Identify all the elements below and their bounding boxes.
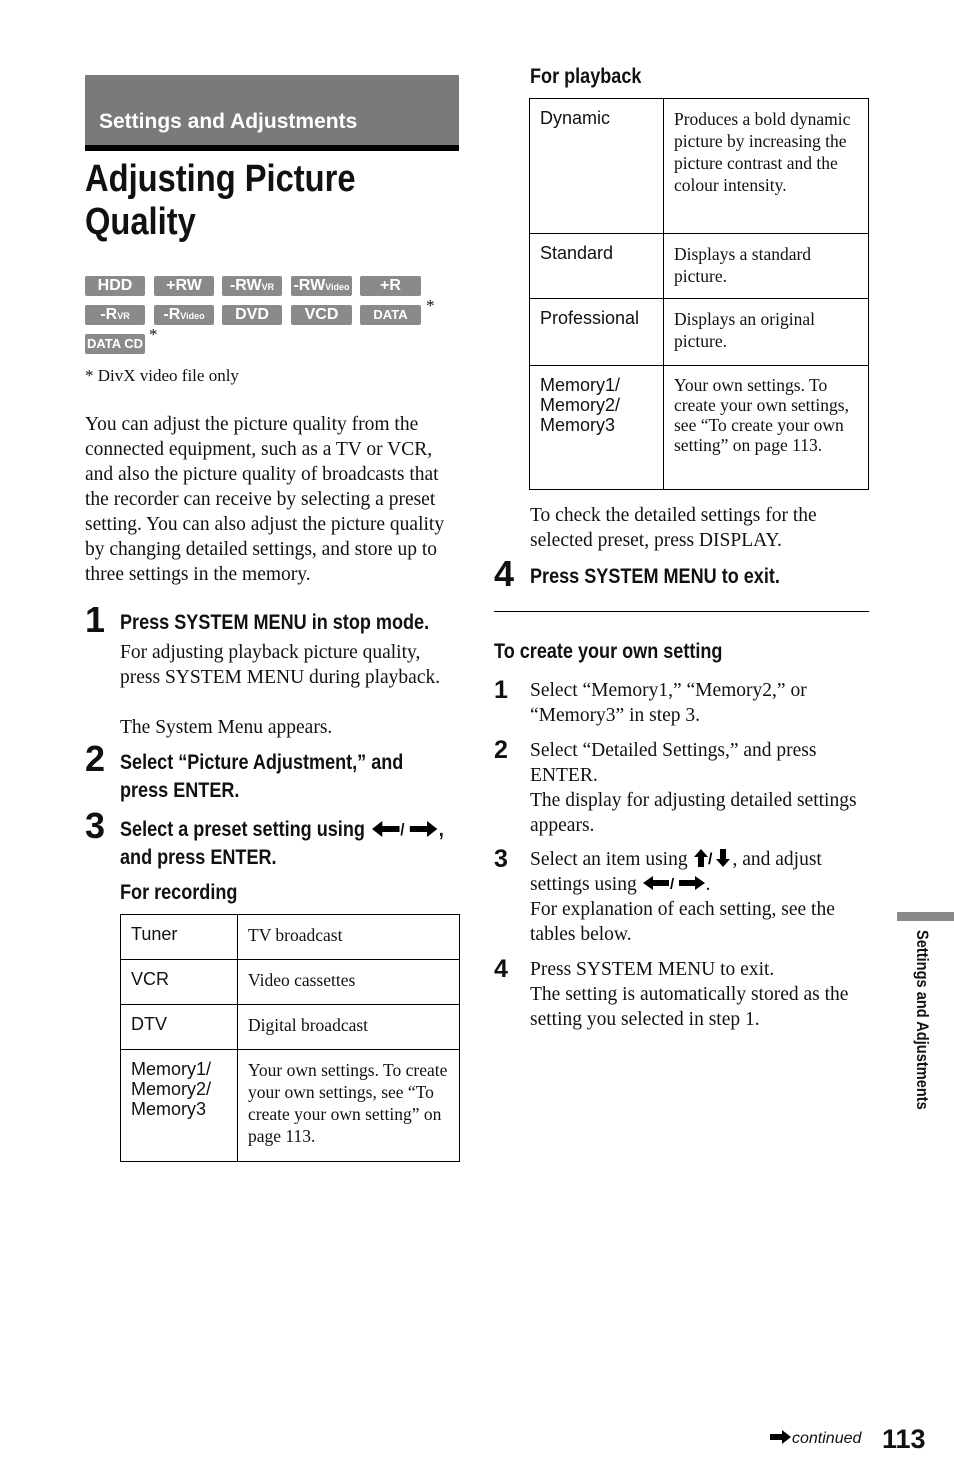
table-key: Tuner — [121, 915, 238, 960]
own-step-text: Select “Detailed Settings,” and press ENTER. — [530, 740, 817, 786]
table-key: Memory1/ Memory2/ Memory3 — [121, 1050, 238, 1162]
step-heading-text: and press ENTER. — [120, 846, 277, 869]
step-number: 1 — [494, 676, 508, 704]
table-key: Standard — [530, 234, 664, 299]
table-key: Dynamic — [530, 99, 664, 234]
table-value: Digital broadcast — [238, 1005, 460, 1050]
badge-dvd: DVD — [222, 305, 282, 325]
badge-hdd: HDD — [85, 276, 145, 296]
table-key: Memory1/ Memory2/ Memory3 — [530, 366, 664, 490]
recording-table — [120, 914, 460, 1162]
playback-title: For playback — [530, 65, 642, 88]
badge-data-dvd: DATA DVD — [360, 305, 421, 325]
table-value: Your own settings. To create your own settings, see “To create your own setting” on page 113. — [238, 1050, 460, 1162]
continued-indicator — [770, 1430, 861, 1448]
section-header-label: Settings and Adjustments — [99, 110, 358, 133]
own-step-text-part: . — [705, 874, 711, 895]
badge-minus-r-vr: -RVR — [85, 305, 145, 325]
side-section-tab — [897, 912, 954, 921]
own-step-text: The setting is automatically stored as the setting you selected in step 1. — [530, 984, 849, 1030]
table-row — [530, 234, 869, 299]
own-step-text — [530, 847, 870, 897]
step-number: 3 — [494, 845, 508, 873]
page-title: Adjusting Picture Quality — [85, 158, 356, 243]
own-step-text: Press SYSTEM MENU to exit. — [530, 959, 775, 980]
badge-minus-rw-vr: -RWVR — [222, 276, 282, 296]
section-divider — [494, 611, 869, 612]
playback-table — [529, 98, 869, 490]
svg-text:/: / — [669, 876, 674, 892]
table-value: TV broadcast — [238, 915, 460, 960]
step-number: 2 — [494, 736, 508, 764]
up-down-arrow-icon — [692, 847, 732, 872]
recording-title: For recording — [120, 881, 238, 904]
step-number: 3 — [85, 805, 106, 846]
step-heading — [120, 816, 464, 872]
badge-minus-r-video: -RVideo — [154, 305, 214, 325]
own-step-text-part: settings using — [530, 874, 637, 895]
continued-text: continued — [792, 1430, 862, 1447]
step-heading-text: , — [438, 818, 444, 841]
table-value: Displays an original picture. — [664, 299, 869, 366]
badge-vcd: VCD — [291, 305, 352, 325]
check-note: To check the detailed settings for the selected preset, press DISPLAY. — [530, 505, 817, 551]
section-header-rule — [85, 145, 459, 151]
step-number: 2 — [85, 738, 106, 779]
divx-footnote: * DivX video file only — [85, 366, 239, 385]
own-step-text-part: Select an item using — [530, 849, 688, 870]
table-row — [530, 366, 869, 490]
step-body: For adjusting playback picture quality, press SYSTEM MENU during playback. — [120, 642, 441, 688]
step-heading: Press SYSTEM MENU in stop mode. — [120, 611, 430, 634]
table-value: Video cassettes — [238, 960, 460, 1005]
table-row — [530, 299, 869, 366]
step-number: 1 — [85, 599, 106, 640]
table-value: Displays a standard picture. — [664, 234, 869, 299]
left-right-arrow-icon — [642, 872, 706, 897]
table-key: VCR — [121, 960, 238, 1005]
own-step-text: For explanation of each setting, see the tables below. — [530, 899, 835, 945]
badge-minus-rw-video: -RWVideo — [291, 276, 352, 296]
step-number: 4 — [494, 955, 508, 983]
table-row — [121, 960, 460, 1005]
own-step-text: The display for adjusting detailed settings appears. — [530, 790, 857, 836]
table-value: Produces a bold dynamic picture by increasing the picture contrast and the colour intensity. — [664, 99, 869, 234]
intro-paragraph: You can adjust the picture quality from the connected equipment, such as a TV or VCR, and also the picture quality of broadcasts that the recorder can receive by selecting a preset setting. You can also adjust the picture quality by changing detailed settings, and store up to three settings in the memory. — [85, 414, 445, 585]
table-key: DTV — [121, 1005, 238, 1050]
step-heading-text: Select a preset setting using — [120, 818, 365, 841]
table-row — [121, 1050, 460, 1162]
step-heading: Select “Picture Adjustment,” and press ENTER. — [120, 751, 404, 802]
badge-plus-rw: +RW — [154, 276, 214, 296]
table-row — [530, 99, 869, 234]
own-setting-title: To create your own setting — [494, 640, 723, 663]
step-number: 4 — [494, 553, 515, 594]
side-section-label-text: Settings and Adjustments — [913, 930, 932, 1110]
left-right-arrow-icon — [370, 816, 439, 844]
badge-asterisk: * — [149, 325, 158, 344]
right-arrow-icon — [770, 1430, 792, 1447]
badge-asterisk: * — [426, 296, 435, 315]
table-row — [121, 915, 460, 960]
table-key: Professional — [530, 299, 664, 366]
own-step-text: Select “Memory1,” “Memory2,” or “Memory3” in step 3. — [530, 680, 807, 726]
badge-data-cd: DATA CD — [85, 334, 145, 354]
svg-text:/: / — [400, 821, 405, 839]
badge-plus-r: +R — [360, 276, 421, 296]
own-step-text-part: , and adjust — [732, 849, 822, 870]
table-row — [121, 1005, 460, 1050]
page-number: 113 — [882, 1424, 926, 1454]
svg-text:/: / — [708, 851, 713, 868]
side-section-label — [912, 930, 936, 1140]
table-value: Your own settings. To create your own settings, see “To create your own setting” on page 113. — [664, 366, 869, 490]
step-heading: Press SYSTEM MENU to exit. — [530, 565, 780, 588]
step-body: The System Menu appears. — [120, 717, 333, 738]
